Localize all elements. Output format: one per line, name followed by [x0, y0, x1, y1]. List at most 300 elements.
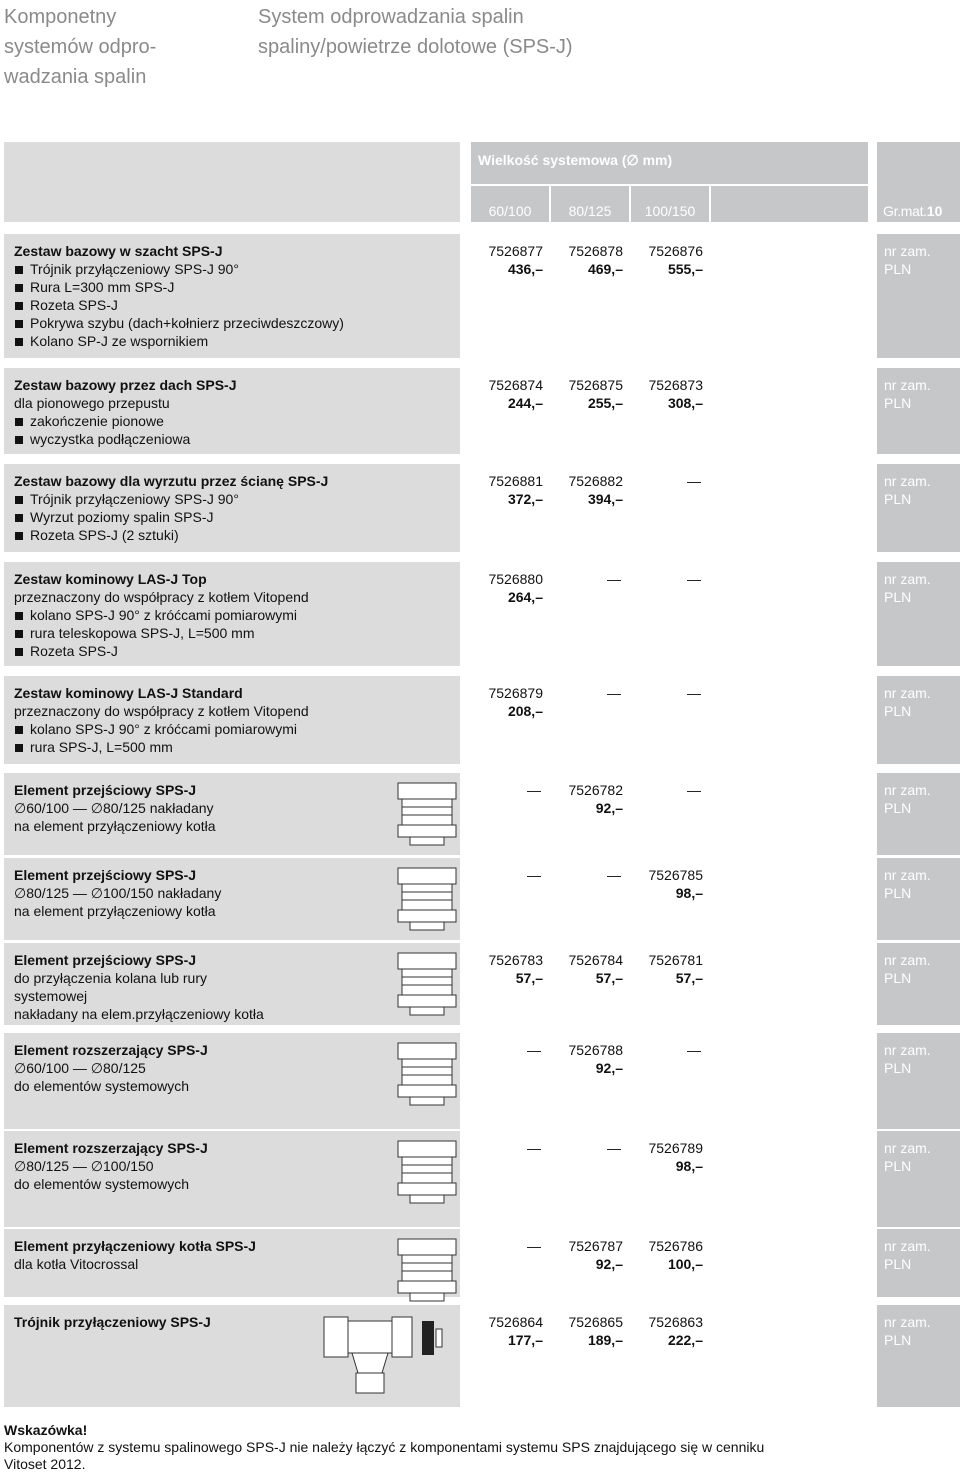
- row-line-text: rura SPS-J, L=500 mm: [30, 739, 173, 755]
- order-number: 7526874: [488, 377, 543, 393]
- row-title: Zestaw kominowy LAS-J Top: [14, 571, 207, 587]
- row-line: [14, 1077, 208, 1095]
- order-number: 7526785: [648, 867, 703, 883]
- order-number: 7526873: [648, 377, 703, 393]
- row-line-text: dla pionowego przepustu: [14, 395, 170, 411]
- price: 189,–: [587, 1332, 623, 1348]
- nr-zam-label: nr zam.: [884, 782, 931, 798]
- row-text-block: [14, 376, 237, 448]
- bullet-icon: [15, 302, 23, 310]
- order-label: [884, 1237, 931, 1273]
- row-title: Zestaw bazowy dla wyrzutu przez ścianę SPS-J: [14, 473, 329, 489]
- row-line: [14, 799, 216, 817]
- order-number: 7526788: [568, 1042, 623, 1058]
- order-number: 7526783: [488, 952, 543, 968]
- bullet-icon: [15, 514, 23, 522]
- table-cell-80-125: [551, 234, 629, 358]
- order-label: [884, 376, 931, 412]
- row-line: [14, 884, 221, 902]
- row-text-block: [14, 781, 216, 835]
- dash-placeholder: —: [527, 1238, 541, 1254]
- row-line: [14, 624, 309, 642]
- table-cell-100-150: [631, 773, 709, 855]
- order-label: [884, 951, 931, 987]
- table-row-description: [4, 464, 460, 552]
- row-line-text: ∅80/125 — ∅100/150: [14, 1158, 154, 1174]
- row-text-block: [14, 866, 221, 920]
- note: [4, 1422, 764, 1473]
- table-cell-60-100: [471, 773, 549, 855]
- grmat-text: Gr.mat.: [883, 203, 927, 219]
- table-cell-80-125: [551, 943, 629, 1025]
- heading-right-line: spaliny/powietrze dolotowe (SPS-J): [258, 36, 573, 58]
- row-line-text: Rozeta SPS-J (2 sztuki): [30, 527, 179, 543]
- price: 308,–: [667, 395, 703, 411]
- cell-value: [568, 472, 623, 508]
- nr-zam-label: nr zam.: [884, 243, 931, 259]
- order-label: [884, 866, 931, 902]
- table-row-description: [4, 943, 460, 1025]
- table-cell-100-150: [631, 1229, 709, 1297]
- table-row-description: [4, 1305, 460, 1407]
- row-line: [14, 394, 237, 412]
- row-line: [14, 278, 344, 296]
- order-number: 7526786: [648, 1238, 703, 1254]
- cell-value: [568, 951, 623, 987]
- bullet-icon: [15, 418, 23, 426]
- pln-label: PLN: [884, 703, 912, 719]
- pln-label: PLN: [884, 491, 912, 507]
- column-header-80-125: [551, 186, 629, 222]
- price: 264,–: [507, 589, 543, 605]
- row-line-text: Wyrzut poziomy spalin SPS-J: [30, 509, 214, 525]
- order-label: [884, 1139, 931, 1175]
- table-cell-80-125: [551, 368, 629, 454]
- row-line-text: wyczystka podłączeniowa: [30, 431, 191, 447]
- row-title: Zestaw kominowy LAS-J Standard: [14, 685, 243, 701]
- column-header-60-100: [471, 186, 549, 222]
- table-row-description: [4, 676, 460, 764]
- row-line-text: do przyłączenia kolana lub rury: [14, 970, 207, 986]
- row-line: [14, 720, 309, 738]
- size-title-cell: [471, 142, 868, 184]
- bullet-icon: [15, 266, 23, 274]
- table-row-description: [4, 562, 460, 666]
- cell-value: [648, 1237, 703, 1273]
- cell-value: [568, 1313, 623, 1349]
- column-header-100-150: [631, 186, 709, 222]
- cell-value: [488, 242, 543, 278]
- table-cell-60-100: [471, 858, 549, 940]
- bullet-icon: [15, 436, 23, 444]
- table-cell-100-150: [631, 234, 709, 358]
- row-line: [14, 1157, 208, 1175]
- order-number: 7526787: [568, 1238, 623, 1254]
- dash-placeholder: —: [687, 571, 701, 587]
- price: 57,–: [515, 970, 543, 986]
- order-number: 7526879: [488, 685, 543, 701]
- pln-label: PLN: [884, 1158, 912, 1174]
- row-line: [14, 817, 216, 835]
- order-label: [884, 1041, 931, 1077]
- column-label: 60/100: [488, 203, 532, 219]
- bullet-icon: [15, 630, 23, 638]
- table-cell-60-100: [471, 234, 549, 358]
- row-text-block: [14, 1237, 256, 1273]
- order-label-cell: [877, 858, 960, 940]
- row-text-block: [14, 242, 344, 350]
- nr-zam-label: nr zam.: [884, 1140, 931, 1156]
- price: 92,–: [595, 800, 623, 816]
- row-line-text: zakończenie pionowe: [30, 413, 164, 429]
- order-number: 7526878: [568, 243, 623, 259]
- grmat-value: 10: [926, 203, 943, 219]
- cell-value: [687, 570, 701, 588]
- order-label-cell: [877, 562, 960, 666]
- nr-zam-label: nr zam.: [884, 1042, 931, 1058]
- row-line: [14, 508, 328, 526]
- table-cell-100-150: [631, 943, 709, 1025]
- price: 372,–: [507, 491, 543, 507]
- row-line-text: rura teleskopowa SPS-J, L=500 mm: [30, 625, 255, 641]
- table-row-description: [4, 1131, 460, 1227]
- order-number: 7526875: [568, 377, 623, 393]
- row-title: Element rozszerzający SPS-J: [14, 1140, 208, 1156]
- bullet-icon: [15, 612, 23, 620]
- table-cell-60-100: [471, 1131, 549, 1227]
- grmat-label: [883, 203, 942, 219]
- cell-value: [568, 1041, 623, 1077]
- order-label: [884, 781, 931, 817]
- row-line-text: Rura L=300 mm SPS-J: [30, 279, 175, 295]
- order-number: 7526865: [568, 1314, 623, 1330]
- note-title: Wskazówka!: [4, 1422, 88, 1438]
- price: 100,–: [667, 1256, 703, 1272]
- order-label-cell: [877, 676, 960, 764]
- order-label: [884, 1313, 931, 1349]
- row-line-text: Rozeta SPS-J: [30, 643, 118, 659]
- order-label: [884, 570, 931, 606]
- row-line: [14, 902, 221, 920]
- row-line-text: na element przyłączeniowy kotła: [14, 903, 216, 919]
- bullet-icon: [15, 338, 23, 346]
- order-label-cell: [877, 1131, 960, 1227]
- order-number: 7526863: [648, 1314, 703, 1330]
- pln-label: PLN: [884, 1060, 912, 1076]
- dash-placeholder: —: [527, 1042, 541, 1058]
- heading-right-line: System odprowadzania spalin: [258, 6, 524, 28]
- row-line: [14, 588, 309, 606]
- product-image: [304, 1309, 454, 1404]
- dash-placeholder: —: [527, 782, 541, 798]
- price: 208,–: [507, 703, 543, 719]
- order-label-cell: [877, 464, 960, 552]
- table-cell-80-125: [551, 1033, 629, 1129]
- row-title: Element przyłączeniowy kotła SPS-J: [14, 1238, 256, 1254]
- row-line-text: nakładany na elem.przyłączeniowy kotła: [14, 1006, 264, 1022]
- table-cell-60-100: [471, 1033, 549, 1129]
- row-line-text: kolano SPS-J 90° z króćcami pomiarowymi: [30, 721, 298, 737]
- table-cell-60-100: [471, 1305, 549, 1407]
- row-line: [14, 332, 344, 350]
- order-label: [884, 684, 931, 720]
- cell-value: [527, 866, 541, 884]
- order-label-cell: [877, 1229, 960, 1297]
- cell-value: [607, 570, 621, 588]
- section-heading-left: [4, 2, 204, 92]
- cell-value: [687, 684, 701, 702]
- table-row-description: [4, 368, 460, 454]
- row-line-text: Pokrywa szybu (dach+kołnierz przeciwdeszczowy): [30, 315, 344, 331]
- cell-value: [687, 781, 701, 799]
- table-cell-100-150: [631, 1033, 709, 1129]
- cell-value: [488, 570, 543, 606]
- cell-value: [648, 1139, 703, 1175]
- row-line-text: na element przyłączeniowy kotła: [14, 818, 216, 834]
- row-line-text: Trójnik przyłączeniowy SPS-J 90°: [30, 261, 239, 277]
- row-line-text: ∅60/100 — ∅80/125 nakładany: [14, 800, 214, 816]
- table-cell-60-100: [471, 464, 549, 552]
- price: 222,–: [667, 1332, 703, 1348]
- dash-placeholder: —: [607, 867, 621, 883]
- cell-value: [488, 472, 543, 508]
- table-cell-100-150: [631, 464, 709, 552]
- order-number: 7526880: [488, 571, 543, 587]
- dash-placeholder: —: [687, 1042, 701, 1058]
- cell-value: [527, 1139, 541, 1157]
- row-title: Element przejściowy SPS-J: [14, 952, 197, 968]
- price: 255,–: [587, 395, 623, 411]
- row-line: [14, 490, 328, 508]
- table-row-description: [4, 858, 460, 940]
- heading-left-line: Komponetny: [4, 6, 117, 28]
- row-line: [14, 296, 344, 314]
- price: 98,–: [675, 1158, 703, 1174]
- row-title: Element przejściowy SPS-J: [14, 782, 197, 798]
- row-line-text: przeznaczony do współpracy z kotłem Vitopend: [14, 703, 309, 719]
- table-cell-100-150: [631, 858, 709, 940]
- pln-label: PLN: [884, 970, 912, 986]
- size-title: Wielkość systemowa (∅ mm): [478, 152, 673, 168]
- cell-value: [568, 376, 623, 412]
- row-title: Trójnik przyłączeniowy SPS-J: [14, 1314, 211, 1330]
- bullet-icon: [15, 496, 23, 504]
- row-line: [14, 1175, 208, 1193]
- order-label: [884, 242, 931, 278]
- dash-placeholder: —: [607, 1140, 621, 1156]
- grmat-header: [877, 142, 960, 222]
- table-cell-80-125: [551, 773, 629, 855]
- pln-label: PLN: [884, 395, 912, 411]
- order-label: [884, 472, 931, 508]
- bullet-icon: [15, 284, 23, 292]
- row-line-text: Kolano SP-J ze wspornikiem: [30, 333, 209, 349]
- row-line: [14, 987, 264, 1005]
- dash-placeholder: —: [527, 1140, 541, 1156]
- table-cell-100-150: [631, 676, 709, 764]
- pln-label: PLN: [884, 1332, 912, 1348]
- dash-placeholder: —: [607, 571, 621, 587]
- cell-value: [687, 1041, 701, 1059]
- row-line: [14, 642, 309, 660]
- heading-left-line: wadzania spalin: [4, 66, 147, 88]
- row-text-block: [14, 684, 309, 756]
- row-line-text: do elementów systemowych: [14, 1176, 190, 1192]
- order-number: 7526782: [568, 782, 623, 798]
- row-line-text: ∅60/100 — ∅80/125: [14, 1060, 146, 1076]
- table-cell-60-100: [471, 943, 549, 1025]
- dash-placeholder: —: [607, 685, 621, 701]
- order-label-cell: [877, 1305, 960, 1407]
- price: 394,–: [587, 491, 623, 507]
- pln-label: PLN: [884, 1256, 912, 1272]
- cell-value: [488, 376, 543, 412]
- row-line: [14, 969, 264, 987]
- price: 57,–: [675, 970, 703, 986]
- row-line-text: przeznaczony do współpracy z kotłem Vitopend: [14, 589, 309, 605]
- row-line: [14, 738, 309, 756]
- row-line: [14, 526, 328, 544]
- cell-value: [568, 1237, 623, 1273]
- order-number: 7526789: [648, 1140, 703, 1156]
- dash-placeholder: —: [687, 685, 701, 701]
- nr-zam-label: nr zam.: [884, 571, 931, 587]
- row-text-block: [14, 951, 264, 1023]
- cell-value: [568, 242, 623, 278]
- row-text-block: [14, 1139, 208, 1193]
- row-title: Zestaw bazowy w szacht SPS-J: [14, 243, 223, 259]
- dash-placeholder: —: [687, 473, 701, 489]
- order-number: 7526876: [648, 243, 703, 259]
- nr-zam-label: nr zam.: [884, 867, 931, 883]
- row-line: [14, 1059, 208, 1077]
- cell-value: [488, 1313, 543, 1349]
- row-line-text: dla kotła Vitocrossal: [14, 1256, 139, 1272]
- section-heading-right: [258, 2, 573, 62]
- cell-value: [648, 951, 703, 987]
- price: 555,–: [667, 261, 703, 277]
- table-cell-80-125: [551, 1131, 629, 1227]
- order-label-cell: [877, 943, 960, 1025]
- table-cell-80-125: [551, 858, 629, 940]
- row-line: [14, 702, 309, 720]
- row-line-text: Rozeta SPS-J: [30, 297, 118, 313]
- cell-value: [568, 781, 623, 817]
- cell-value: [527, 781, 541, 799]
- table-cell-60-100: [471, 1229, 549, 1297]
- nr-zam-label: nr zam.: [884, 473, 931, 489]
- cell-value: [607, 866, 621, 884]
- table-cell-80-125: [551, 464, 629, 552]
- cell-value: [527, 1237, 541, 1255]
- table-header-blank: [4, 142, 460, 222]
- cell-value: [648, 866, 703, 902]
- nr-zam-label: nr zam.: [884, 952, 931, 968]
- pln-label: PLN: [884, 885, 912, 901]
- row-line: [14, 412, 237, 430]
- row-title: Element przejściowy SPS-J: [14, 867, 197, 883]
- order-number: 7526881: [488, 473, 543, 489]
- table-cell-100-150: [631, 1305, 709, 1407]
- note-text-line: Vitoset 2012.: [4, 1456, 86, 1472]
- order-number: 7526877: [488, 243, 543, 259]
- bullet-icon: [15, 744, 23, 752]
- dash-placeholder: —: [527, 867, 541, 883]
- order-label-cell: [877, 234, 960, 358]
- price: 469,–: [587, 261, 623, 277]
- order-label-cell: [877, 1033, 960, 1129]
- table-cell-60-100: [471, 562, 549, 666]
- price: 436,–: [507, 261, 543, 277]
- row-title: Element rozszerzający SPS-J: [14, 1042, 208, 1058]
- table-cell-100-150: [631, 368, 709, 454]
- row-line: [14, 606, 309, 624]
- cell-value: [648, 376, 703, 412]
- row-text-block: [14, 1313, 211, 1331]
- price: 244,–: [507, 395, 543, 411]
- row-text-block: [14, 570, 309, 660]
- cell-value: [648, 242, 703, 278]
- order-number: 7526781: [648, 952, 703, 968]
- bullet-icon: [15, 320, 23, 328]
- price: 92,–: [595, 1256, 623, 1272]
- row-line-text: ∅80/125 — ∅100/150 nakładany: [14, 885, 222, 901]
- note-text-line: Komponentów z systemu spalinowego SPS-J nie należy łączyć z komponentami systemu SPS znajdującego się w cenniku: [4, 1439, 765, 1455]
- pln-label: PLN: [884, 261, 912, 277]
- price: 92,–: [595, 1060, 623, 1076]
- row-line: [14, 430, 237, 448]
- pln-label: PLN: [884, 589, 912, 605]
- price: 98,–: [675, 885, 703, 901]
- row-line: [14, 1255, 256, 1273]
- row-line-text: systemowej: [14, 988, 88, 1004]
- row-line-text: Trójnik przyłączeniowy SPS-J 90°: [30, 491, 239, 507]
- cell-value: [488, 684, 543, 720]
- table-cell-80-125: [551, 1305, 629, 1407]
- table-cell-60-100: [471, 676, 549, 764]
- row-line-text: do elementów systemowych: [14, 1078, 190, 1094]
- row-line-text: kolano SPS-J 90° z króćcami pomiarowymi: [30, 607, 298, 623]
- order-number: 7526784: [568, 952, 623, 968]
- order-label-cell: [877, 773, 960, 855]
- table-row-description: [4, 234, 460, 358]
- column-label: 80/125: [568, 203, 612, 219]
- cell-value: [607, 684, 621, 702]
- bullet-icon: [15, 532, 23, 540]
- nr-zam-label: nr zam.: [884, 1314, 931, 1330]
- table-cell-100-150: [631, 1131, 709, 1227]
- row-line: [14, 1005, 264, 1023]
- table-cell-80-125: [551, 562, 629, 666]
- cell-value: [488, 951, 543, 987]
- nr-zam-label: nr zam.: [884, 685, 931, 701]
- table-cell-80-125: [551, 676, 629, 764]
- table-row-description: [4, 773, 460, 855]
- column-label: 100/150: [644, 203, 696, 219]
- cell-value: [648, 1313, 703, 1349]
- row-line: [14, 260, 344, 278]
- price: 57,–: [595, 970, 623, 986]
- row-text-block: [14, 1041, 208, 1095]
- price: 177,–: [507, 1332, 543, 1348]
- table-row-description: [4, 1033, 460, 1129]
- table-cell-100-150: [631, 562, 709, 666]
- table-cell-60-100: [471, 368, 549, 454]
- dash-placeholder: —: [687, 782, 701, 798]
- row-title: Zestaw bazowy przez dach SPS-J: [14, 377, 237, 393]
- column-header-empty: [711, 186, 868, 222]
- cell-value: [527, 1041, 541, 1059]
